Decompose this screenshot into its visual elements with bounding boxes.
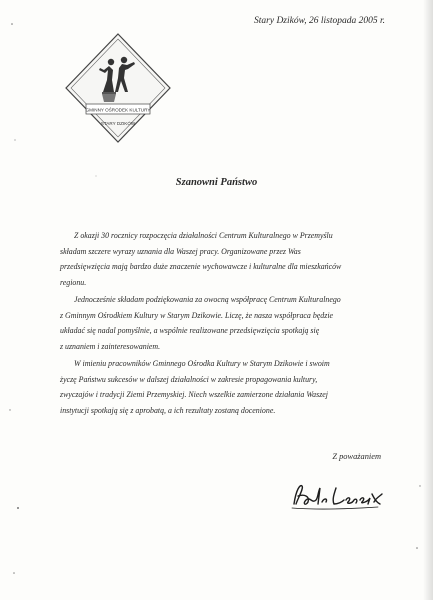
body-line: Jednocześnie składam podziękowania za owocną współpracę Centrum Kulturalnego: [74, 295, 341, 304]
body-line: z Gminnym Ośrodkiem Kultury w Starym Dzikowie. Liczę, że nasza współpraca będzie: [60, 310, 334, 320]
letter-date: Stary Dzików, 26 listopada 2005 r.: [254, 16, 385, 26]
body-line: Z okazji 30 rocznicy rozpoczęcia działalności Centrum Kulturalnego w Przemyślu: [74, 231, 333, 240]
body-line: W imieniu pracowników Gminnego Ośrodka Kultury w Starym Dzikowie i swoim: [74, 359, 330, 368]
salutation: Szanowni Państwo: [175, 177, 258, 188]
body-line: przedsięwzięcia mają bardzo duże znaczenie wychowawcze i kulturalne dla mieszkańców: [60, 262, 342, 271]
body-line: składam szczere wyrazy uznania dla Waszej pracy. Organizowane przez Was: [60, 246, 301, 256]
body-line: zwyczajów i tradycji Ziemi Przemyskiej. Niech wszelkie zamierzone działania Waszej: [60, 390, 328, 399]
closing-phrase: Z poważaniem: [332, 452, 381, 461]
scan-edge-shadow: [423, 0, 433, 600]
body-line: życzę Państwu sukcesów w dalszej działalności w zakresie propagowania kultury,: [60, 374, 318, 384]
logo-place-text: STARY DZIKÓW: [100, 121, 136, 126]
handwritten-signature: [288, 478, 388, 512]
body-line: instytucji spotkają się z aprobatą, a ich rezultaty zostaną docenione.: [60, 405, 276, 415]
body-line: z uznaniem i zainteresowaniem.: [60, 341, 161, 351]
body-line: układać się nadal pomyślnie, a wspólnie realizowane przedsięwzięcia spotkają się: [60, 326, 320, 335]
body-line: regionu.: [60, 277, 87, 287]
logo-ribbon-text: GMINNY OŚRODEK KULTURY: [85, 107, 151, 113]
cultural-center-logo: [64, 32, 172, 152]
letter-body: [60, 228, 360, 418]
